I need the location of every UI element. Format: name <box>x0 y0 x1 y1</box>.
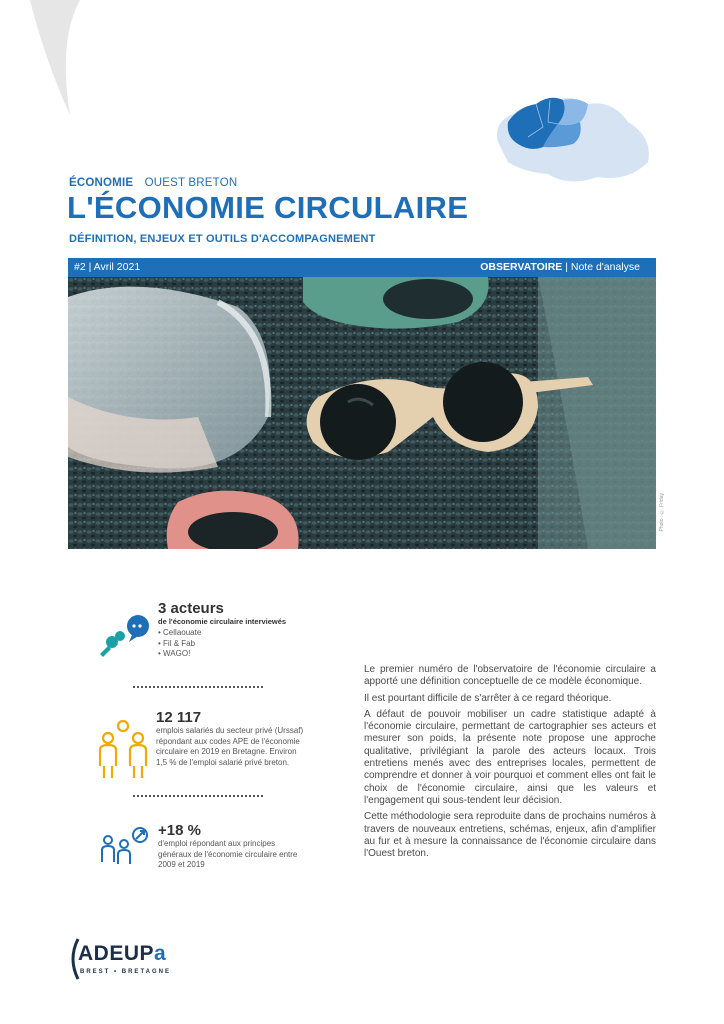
issue-bar <box>68 258 656 277</box>
brittany-map <box>488 82 658 187</box>
kicker <box>69 177 237 189</box>
stat-actors-lead: de l'économie circulaire interviewés <box>158 617 287 626</box>
stat-jobs-number: 12 117 <box>156 709 202 726</box>
series-name: OBSERVATOIRE <box>480 261 563 273</box>
page-subtitle: DÉFINITION, ENJEUX ET OUTILS D'ACCOMPAGNEMENT <box>69 233 376 245</box>
stat-jobs <box>156 709 306 768</box>
growth-people-icon <box>100 826 152 866</box>
cover-photo <box>68 277 656 549</box>
photo-credit: Photo : © Friday <box>659 493 665 532</box>
logo-subtitle: BREST • BRETAGNE <box>80 969 171 975</box>
intro-paragraph: Le premier numéro de l'observatoire de l'économie circulaire a apporté une définition conceptuelle de ce modèle économique. <box>364 664 656 688</box>
topic-label: ÉCONOMIE <box>69 177 134 189</box>
people-icon <box>96 718 150 780</box>
series-kind: Note d'analyse <box>570 261 640 273</box>
corner-swoosh <box>0 0 80 115</box>
issue-number: #2 | Avril 2021 <box>74 261 141 273</box>
stat-jobs-body: emplois salariés du secteur privé (Urssaf) répondant aux codes APE de l'économie circulaire en 2019 en Bretagne. Environ 1,5 % de l'emploi salarié privé breton. <box>156 726 304 767</box>
actor-item: • Cellaouate <box>158 628 338 639</box>
stat-growth <box>158 822 308 871</box>
intro-paragraph: A défaut de pouvoir mobiliser un cadre statistique adapté à l'économie circulaire, permettant de cartographier ses acteurs et mesurer son poids, la présente note propose une approche qualitative, privilégiant la parole des acteurs locaux. Trois entretiens menés avec des entreprises locales, permettent de comprendre et donner à voir pourquoi et comment elles ont fait le choix de l'économie circulaire, ainsi que les valeurs et l'engagement qui sous-tendent leur décision. <box>364 708 656 806</box>
series-label <box>480 258 640 277</box>
actor-item: • Fil & Fab <box>158 639 338 650</box>
page-title: L'ÉCONOMIE CIRCULAIRE <box>67 190 469 225</box>
actor-item: • WAGO! <box>158 649 338 660</box>
logo-word <box>78 942 166 966</box>
logo-word-accent: a <box>154 942 167 965</box>
divider <box>133 686 263 688</box>
region-label: OUEST BRETON <box>144 177 238 189</box>
stat-growth-body: d'emploi répondant aux principes généraux de l'économie circulaire entre 2009 et 2019 <box>158 839 298 869</box>
intro-text <box>364 664 656 864</box>
logo-word-main: ADEUP <box>78 942 155 965</box>
stat-actors-number: 3 acteurs <box>158 600 224 617</box>
stat-growth-number: +18 % <box>158 822 201 839</box>
intro-paragraph: Il est pourtant difficile de s'arrêter à ce regard théorique. <box>364 692 612 704</box>
intro-paragraph: Cette méthodologie sera reproduite dans de prochains numéros à travers de nouveaux entretiens, schémas, enjeux, afin d'amplifier au fur et à mesure la connaissance de l'économie circulaire dans l'Ouest breton. <box>364 811 656 860</box>
series-separator: | <box>562 261 571 273</box>
interview-icon <box>98 614 152 658</box>
divider <box>133 795 263 797</box>
stat-actors <box>158 600 338 660</box>
adeupa-logo <box>66 937 171 986</box>
